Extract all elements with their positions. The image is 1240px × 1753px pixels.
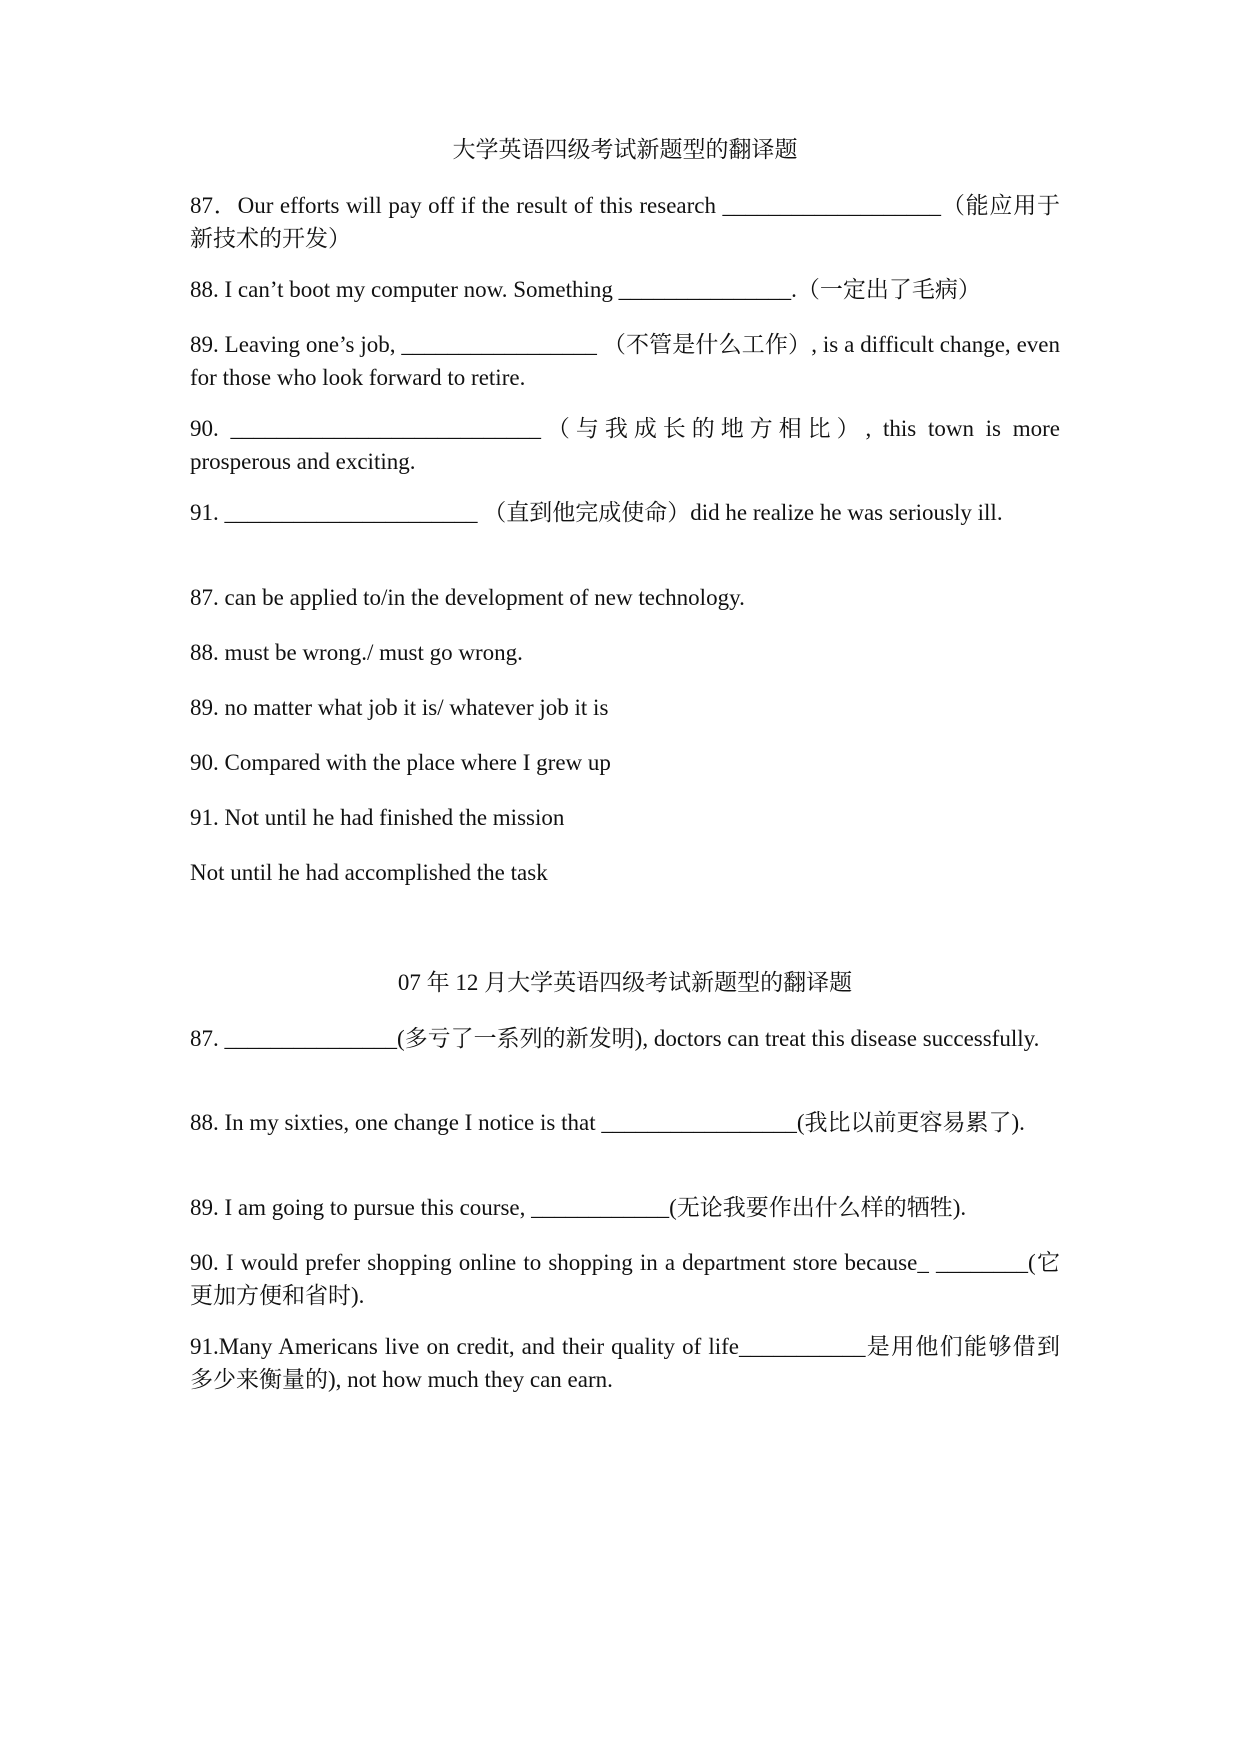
section2-question-91: 91.Many Americans live on credit, and their quality of life___________是用他们能够借到多少来衡量的), not how much they can earn. xyxy=(190,1334,1060,1392)
section2-title: 07 年 12 月大学英语四级考试新题型的翻译题 xyxy=(397,970,853,995)
section2-question-89: 89. I am going to pursue this course, ____________(无论我要作出什么样的牺牲). xyxy=(190,1195,967,1220)
section1-answer-91: 91. Not until he had finished the mission xyxy=(190,805,565,830)
section1-question-90: 90. ___________________________（与我成长的地方相比）, this town is more prosperous and exciting. xyxy=(190,416,1060,474)
section1-question-87: 87．Our efforts will pay off if the result of this research ___________________（能应用于新技术的开发） xyxy=(190,193,1060,251)
section1-question-88: 88. I can’t boot my computer now. Something _______________.（一定出了毛病） xyxy=(190,277,981,302)
section2-question-87: 87. _______________(多亏了一系列的新发明), doctors can treat this disease successfully. xyxy=(190,1026,1040,1051)
section1-answer-91-alt: Not until he had accomplished the task xyxy=(190,860,548,885)
section1-title: 大学英语四级考试新题型的翻译题 xyxy=(452,137,798,162)
section2-question-88: 88. In my sixties, one change I notice is that _________________(我比以前更容易累了). xyxy=(190,1110,1025,1135)
section1-question-89: 89. Leaving one’s job, _________________ （不管是什么工作）, is a difficult change, even for those who look forward to retire. xyxy=(190,332,1060,390)
section1-answer-90: 90. Compared with the place where I grew up xyxy=(190,750,611,775)
section1-answer-89: 89. no matter what job it is/ whatever job it is xyxy=(190,695,609,720)
section1-answer-88: 88. must be wrong./ must go wrong. xyxy=(190,640,523,665)
section2-question-90: 90. I would prefer shopping online to shopping in a department store because_ ________(它更加方便和省时). xyxy=(190,1250,1060,1308)
section1-answer-87: 87. can be applied to/in the development of new technology. xyxy=(190,585,745,610)
section1-question-91: 91. ______________________ （直到他完成使命）did he realize he was seriously ill. xyxy=(190,500,1003,525)
